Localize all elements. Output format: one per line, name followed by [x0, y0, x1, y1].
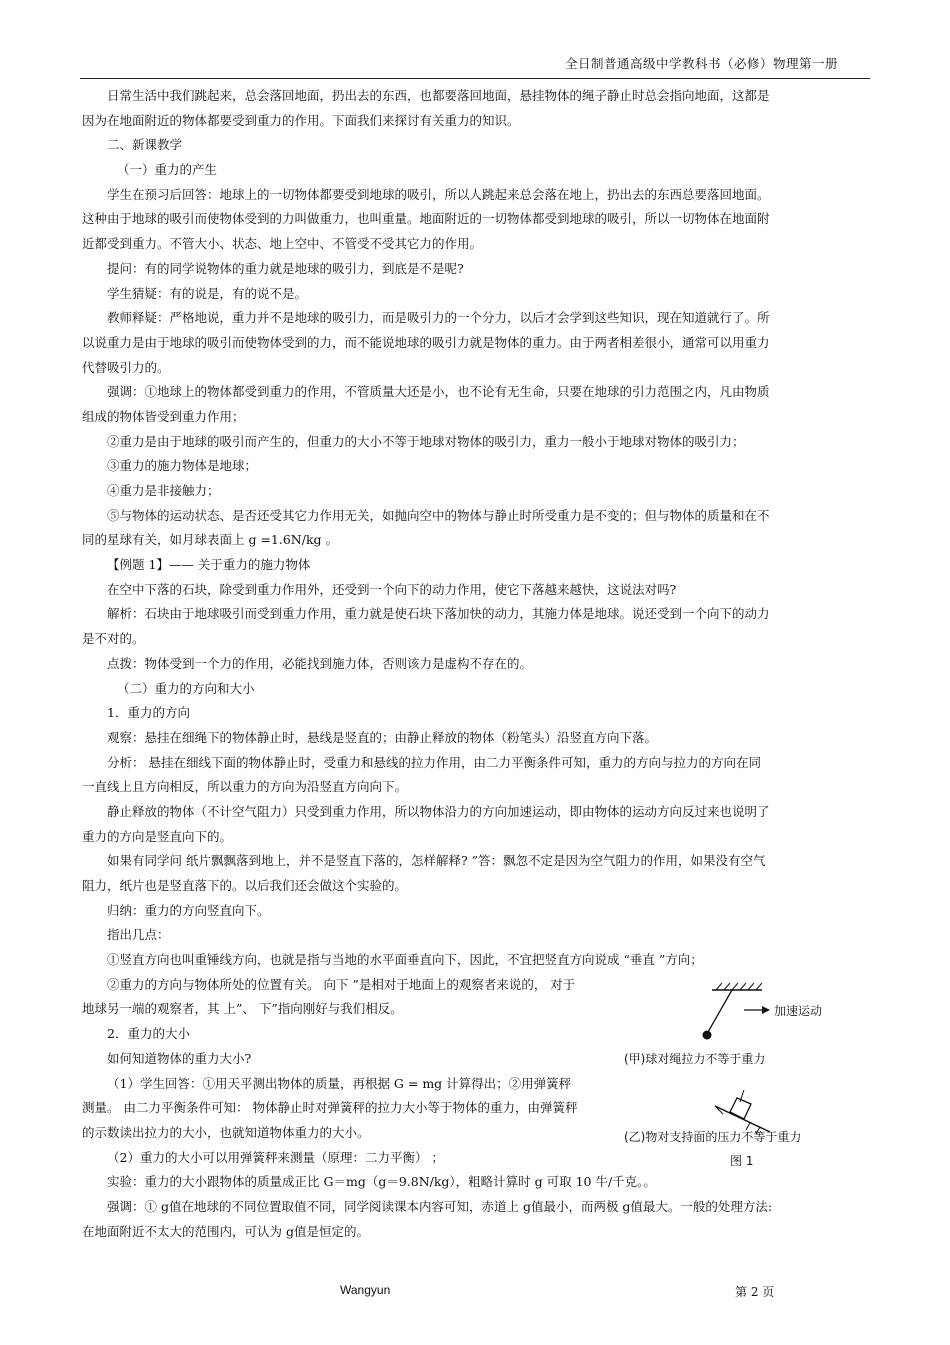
header-title: 全日制普通高级中学教科书（必修）物理第一册	[564, 56, 838, 71]
text-line: 如何知道物体的重力大小?	[107, 1050, 252, 1066]
ceiling-hatch	[748, 983, 754, 990]
text-line: 近都受到重力。不管大小、状态、地上空中、不管受不受其它力的作用。	[82, 236, 483, 252]
text-line: ①竖直方向也叫重锤线方向，也就是指与当地的水平面垂直向下，因此，不宜把竖直方向说成 “垂直 ”方向；	[107, 952, 703, 968]
text-line: 强调：①地球上的物体都受到重力的作用，不管质量大还是小，也不论有无生命，只要在地球的引力范围之内，凡由物质	[107, 384, 770, 400]
text-line: 重力的方向是竖直向下的。	[82, 828, 233, 844]
text-line: 测量。 由二力平衡条件可知： 物体静止时对弹簧秤的拉力大小等于物体的重力，由弹簧秤	[82, 1100, 578, 1116]
caption-figure-number: 图 1	[730, 1154, 754, 1168]
subsection-heading: （一）重力的产生	[117, 162, 218, 178]
text-line: 解析：石块由于地球吸引而受到重力作用，重力就是使石块下落加快的动力，其施力体是地球。说还受到一个向下的动力	[107, 606, 770, 622]
text-line: 代替吸引力的。	[82, 359, 170, 375]
text-line: 教师释疑：严格地说，重力并不是地球的吸引力，而是吸引力的一个分力，以后才会学到这些知识，现在知道就行了。所	[107, 310, 770, 326]
text-line: 地球另一端的观察者，其 上”、 下”指向刚好与我们相反。	[82, 1001, 403, 1017]
caption-b: (乙)物对支持面的压力不等于重力	[624, 1130, 802, 1144]
page-header	[80, 52, 870, 79]
text-line: 学生猜疑：有的说是，有的说不是。	[107, 285, 308, 301]
text-line: 阻力，纸片也是竖直落下的。以后我们还会做这个实验的。	[82, 878, 408, 893]
text-line: 组成的物体皆受到重力作用；	[82, 408, 245, 424]
text-line: ④重力是非接触力；	[107, 483, 220, 498]
text-line: 1．重力的方向	[107, 705, 190, 721]
text-line: 这种由于地球的吸引而使物体受到的力叫做重力，也叫重量。地面附近的一切物体都受到地球的吸引，所以一切物体在地面附	[82, 211, 770, 227]
text-line: （2）重力的大小可以用弹簧秤来测量（原理：二力平衡） ；	[107, 1149, 444, 1165]
example-heading: 【例题 1】—— 关于重力的施力物体	[107, 557, 311, 573]
figure-1	[620, 980, 870, 1170]
text-line: 如果有同学问 纸片飘飘落到地上，并不是竖直下落的，怎样解释? ”答：飘忽不定是因为空气阻力的作用，如果没有空气	[107, 853, 766, 869]
caption-a: (甲)球对绳拉力不等于重力	[624, 1052, 766, 1066]
subsection-heading: （二）重力的方向和大小	[117, 680, 255, 696]
text-line: 一直线上且方向相反，所以重力的方向为沿竖直方向向下。	[82, 779, 408, 795]
text-line: 学生在预习后回答：地球上的一切物体都要受到地球的吸引，所以人跳起来总会落在地上，扔出去的东西总要落回地面。	[107, 186, 770, 202]
text-line: 归纳：重力的方向竖直向下。	[107, 902, 270, 918]
text-line: （1）学生回答：①用天平测出物体的质量，再根据 G = mg 计算得出；②用弹簧秤	[107, 1075, 572, 1091]
text-line: 实验：重力的大小跟物体的质量成正比 G＝mg（g＝9.8N/kg），粗略计算时 g 可取 10 牛/千克。。	[107, 1174, 656, 1190]
text-line: 在地面附近不太大的范围内，可认为 g值是恒定的。	[82, 1223, 369, 1239]
text-line: 是不对的。	[82, 631, 145, 647]
text-line: ⑤与物体的运动状态、是否还受其它力作用无关，如抛向空中的物体与静止时所受重力是不变的；但与物体的质量和在不	[107, 507, 770, 523]
section-heading: 二、新课教学	[107, 137, 183, 153]
footer-author: Wangyun	[340, 1283, 391, 1297]
acceleration-arrowhead	[762, 1006, 770, 1014]
ceiling-hatch	[740, 983, 746, 990]
text-line: 观察：悬挂在细绳下的物体静止时，悬线是竖直的；由静止释放的物体（粉笔头）沿竖直方向下落。	[107, 729, 658, 745]
text-line: 静止释放的物体（不计空气阻力）只受到重力作用，所以物体沿力的方向加速运动，即由物体的运动方向反过来也说明了	[107, 803, 770, 819]
text-line: 的示数读出拉力的大小，也就知道物体重力的大小。	[82, 1124, 370, 1140]
pendulum-string	[708, 990, 732, 1032]
text-line: ③重力的施力物体是地球；	[107, 458, 258, 474]
text-line: 以说重力是由于地球的吸引而使物体受到的力，而不能说地球的吸引力就是物体的重力。由于两者相差很小，通常可以用重力	[82, 334, 770, 350]
ceiling-hatch	[756, 983, 762, 990]
ceiling-hatch	[732, 983, 738, 990]
label-accelerating-motion: 加速运动	[774, 1004, 823, 1018]
text-line: 分析： 悬挂在细线下面的物体静止时，受重力和悬线的拉力作用，由二力平衡条件可知，重力的方向与拉力的方向在同	[107, 754, 761, 770]
pendulum-ball	[703, 1031, 712, 1040]
text-line: 指出几点：	[107, 927, 170, 943]
text-line: 强调：① g值在地球的不同位置取值不同，同学阅读课本内容可知，赤道上 g值最小，而两极 g值最大。一般的处理方法:	[107, 1198, 773, 1214]
text-line: 同的星球有关，如月球表面上 g =1.6N/kg 。	[82, 532, 339, 548]
text-line: ②重力是由于地球的吸引而产生的，但重力的大小不等于地球对物体的吸引力，重力一般小于地球对物体的吸引力；	[107, 433, 745, 449]
text-line: 在空中下落的石块，除受到重力作用外，还受到一个向下的动力作用，使它下落越来越快，这说法对吗?	[107, 581, 677, 597]
text-line: ②重力的方向与物体所处的位置有关。 向下 ”是相对于地面上的观察者来说的， 对于	[107, 976, 576, 992]
text-line: 点拨：物体受到一个力的作用，必能找到施力体，否则该力是虚构不存在的。	[107, 655, 533, 671]
text-line: 提问：有的同学说物体的重力就是地球的吸引力，到底是不是呢?	[107, 260, 464, 276]
text-line: 日常生活中我们跳起来，总会落回地面，扔出去的东西，也都要落回地面，悬挂物体的绳子静止时总会指向地面，这都是	[107, 88, 770, 103]
ceiling-hatch	[716, 983, 722, 990]
text-line: 因为在地面附近的物体都要受到重力的作用。下面我们来探讨有关重力的知识。	[82, 112, 520, 128]
text-line: 2．重力的大小	[107, 1026, 190, 1042]
ceiling-hatch	[724, 983, 730, 990]
footer-page-number: 第 2 页	[735, 1285, 775, 1299]
